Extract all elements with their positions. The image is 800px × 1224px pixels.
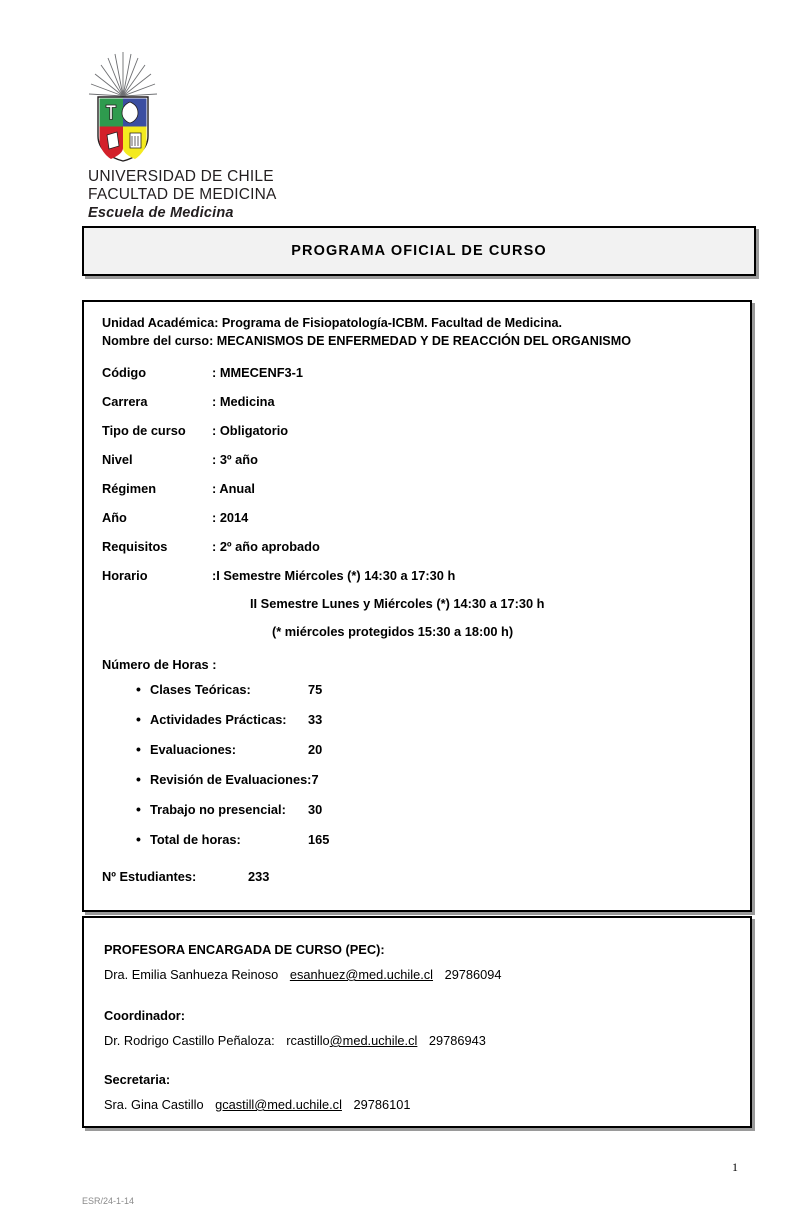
- field-label-nivel: Nivel: [102, 451, 133, 467]
- students-label: Nº Estudiantes:: [102, 868, 197, 884]
- field-nivel: [102, 452, 734, 467]
- logo-rays-icon: [88, 50, 158, 102]
- hours-value-total: 165: [308, 831, 330, 847]
- field-label-codigo: Código: [102, 364, 147, 380]
- document-title-box: [82, 226, 756, 276]
- field-carrera: [102, 394, 734, 409]
- field-value-tipo: : Obligatorio: [212, 422, 289, 438]
- list-item: [150, 742, 734, 757]
- field-label-regimen: Régimen: [102, 480, 157, 496]
- students-value: 233: [248, 868, 270, 884]
- field-tipo-de-curso: [102, 423, 734, 438]
- hours-label-total: • Total de horas:: [150, 831, 241, 847]
- school-name: Escuela de Medicina: [88, 205, 234, 221]
- shield-icon: [97, 96, 149, 162]
- staff-info-box: [82, 916, 752, 1128]
- field-label-requisitos: Requisitos: [102, 538, 168, 554]
- university-name: UNIVERSIDAD DE CHILE: [88, 168, 274, 185]
- list-item: [150, 712, 734, 727]
- coordinator-phone: 29786943: [428, 1033, 486, 1048]
- pec-email[interactable]: esanhuez@med.uchile.cl: [289, 967, 434, 982]
- field-label-tipo: Tipo de curso: [102, 422, 186, 438]
- field-value-horario-line2: II Semestre Lunes y Miércoles (*) 14:30 a 17:30 h: [250, 595, 545, 611]
- field-value-codigo: : MMECENF3-1: [212, 364, 304, 380]
- hours-label-teoricas: • Clases Teóricas:: [150, 681, 251, 697]
- hours-label-trabajo: • Trabajo no presencial:: [150, 801, 286, 817]
- coordinator-name: Dr. Rodrigo Castillo Peñaloza:: [104, 1033, 275, 1048]
- field-label-carrera: Carrera: [102, 393, 148, 409]
- field-value-horario-line1: :I Semestre Miércoles (*) 14:30 a 17:30 h: [212, 567, 456, 583]
- coordinator-heading: Coordinador:: [104, 1008, 186, 1023]
- page-title: PROGRAMA OFICIAL DE CURSO: [291, 243, 547, 259]
- hours-list: [102, 682, 734, 847]
- secretary-phone: 29786101: [353, 1097, 411, 1112]
- hours-label-practicas: • Actividades Prácticas:: [150, 711, 287, 727]
- field-label-horario: Horario: [102, 567, 148, 583]
- hours-value-revision: 7: [311, 771, 319, 787]
- list-item: [150, 832, 734, 847]
- faculty-name: FACULTAD DE MEDICINA: [88, 186, 277, 203]
- page-number: 1: [732, 1160, 738, 1174]
- field-value-horario-line3: (* miércoles protegidos 15:30 a 18:00 h): [272, 623, 514, 639]
- hours-value-teoricas: 75: [308, 681, 323, 697]
- secretary-row: [104, 1097, 732, 1112]
- field-ano: [102, 510, 734, 525]
- field-horario: [102, 568, 734, 583]
- coordinator-email[interactable]: @med.uchile.cl: [329, 1033, 418, 1048]
- field-value-requisitos: : 2º año aprobado: [212, 538, 320, 554]
- hours-value-evaluaciones: 20: [308, 741, 323, 757]
- hours-label-evaluaciones: • Evaluaciones:: [150, 741, 237, 757]
- academic-unit: Unidad Académica: Programa de Fisiopatología-ICBM. Facultad de Medicina.: [102, 316, 562, 330]
- list-item: [150, 682, 734, 697]
- field-value-carrera: : Medicina: [212, 393, 275, 409]
- hours-label-revision: • Revisión de Evaluaciones:: [150, 771, 312, 787]
- course-info-box: [82, 300, 752, 912]
- field-requisitos: [102, 539, 734, 554]
- pec-name: Dra. Emilia Sanhueza Reinoso: [104, 967, 279, 982]
- field-value-ano: : 2014: [212, 509, 249, 525]
- secretary-heading: Secretaria:: [104, 1072, 171, 1087]
- hours-value-trabajo: 30: [308, 801, 323, 817]
- secretary-email[interactable]: gcastill@med.uchile.cl: [215, 1097, 342, 1112]
- field-value-regimen: : Anual: [212, 480, 255, 496]
- students-row: [102, 869, 734, 884]
- course-name: Nombre del curso: MECANISMOS DE ENFERMEDAD Y DE REACCIÓN DEL ORGANISMO: [102, 334, 631, 349]
- pec-row: [104, 967, 732, 982]
- secretary-name: Sra. Gina Castillo: [104, 1097, 204, 1112]
- pec-heading: PROFESORA ENCARGADA DE CURSO (PEC):: [104, 942, 385, 957]
- hours-heading: Número de Horas :: [102, 656, 217, 672]
- field-codigo: [102, 365, 734, 380]
- field-regimen: [102, 481, 734, 496]
- document-code: ESR/24-1-14: [82, 1196, 135, 1206]
- field-value-nivel: : 3º año: [212, 451, 258, 467]
- coordinator-row: [104, 1033, 732, 1048]
- list-item: [150, 772, 734, 787]
- coordinator-email-prefix: rcastillo: [286, 1033, 330, 1048]
- list-item: [150, 802, 734, 817]
- field-label-ano: Año: [102, 509, 127, 525]
- pec-phone: 29786094: [444, 967, 502, 982]
- university-logo: [88, 50, 158, 162]
- hours-value-practicas: 33: [308, 711, 323, 727]
